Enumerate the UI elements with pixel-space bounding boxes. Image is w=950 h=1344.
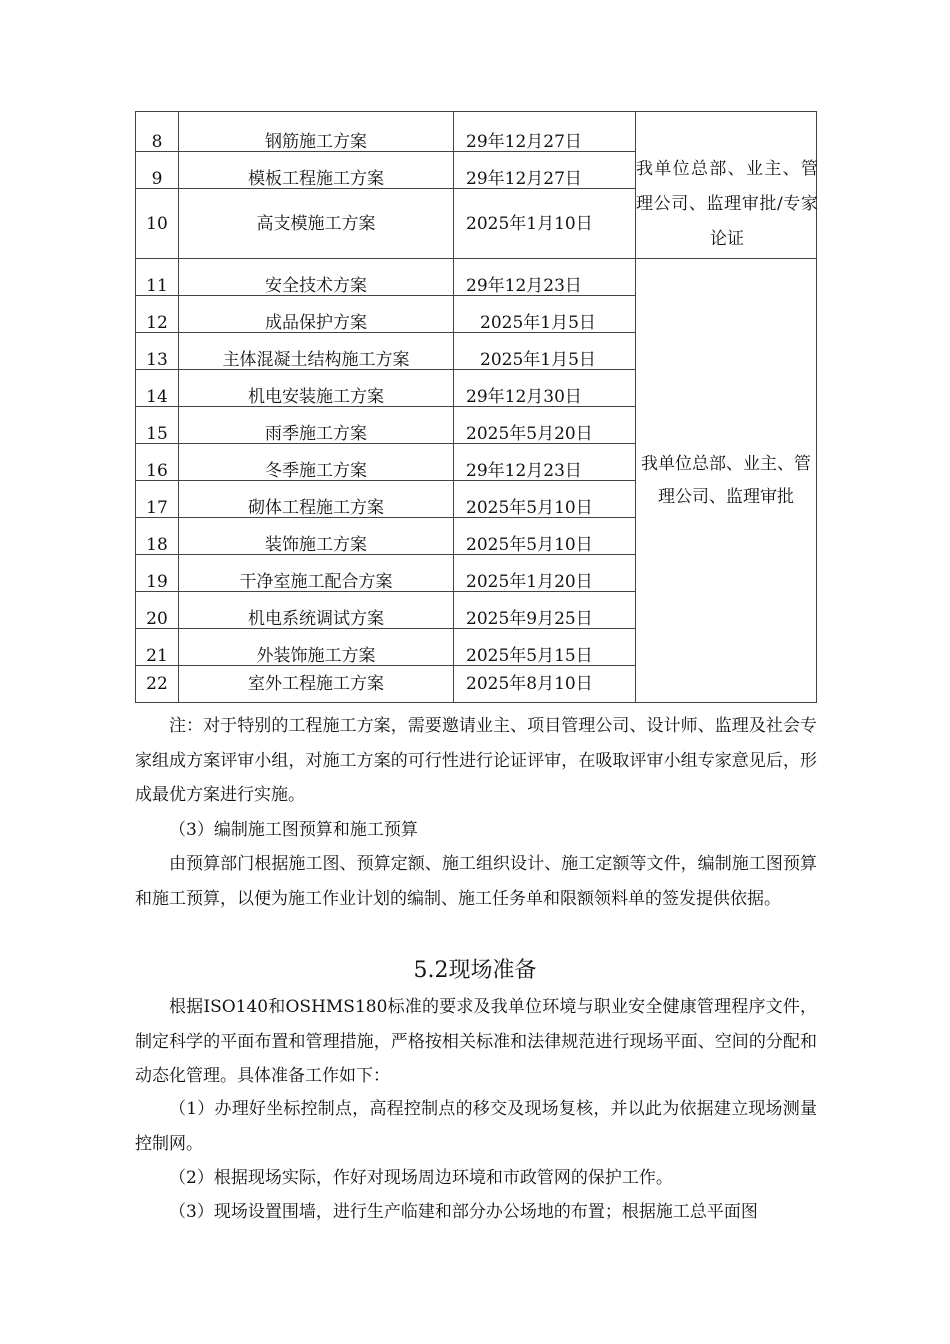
plan-name: 模板工程施工方案 (179, 152, 454, 189)
approval-cell-expert (636, 112, 817, 259)
plan-date: 2025年5月10日 (454, 518, 636, 555)
row-number: 12 (136, 296, 179, 333)
approval-text: 我单位总部、业主、管理公司、监理审批 (641, 453, 811, 507)
row-number: 14 (136, 370, 179, 407)
row-number: 20 (136, 592, 179, 629)
plan-name: 室外工程施工方案 (179, 666, 454, 703)
plan-name: 成品保护方案 (179, 296, 454, 333)
row-number: 18 (136, 518, 179, 555)
prep-item: （1）办理好坐标控制点，高程控制点的移交及现场复核，并以此为依据建立现场测量控制网。 (135, 1099, 817, 1154)
plan-date: 2025年9月25日 (454, 592, 636, 629)
plan-date: 29年12月23日 (454, 444, 636, 481)
plan-name: 机电系统调试方案 (179, 592, 454, 629)
prep-item: （3）现场设置围墙，进行生产临建和部分办公场地的布置；根据施工总平面图 (169, 1202, 758, 1222)
row-number: 9 (136, 152, 179, 189)
item3-body: 由预算部门根据施工图、预算定额、施工组织设计、施工定额等文件，编制施工图预算和施工预算，以便为施工作业计划的编制、施工任务单和限额领料单的签发提供依据。 (135, 854, 817, 909)
row-number: 16 (136, 444, 179, 481)
row-number: 22 (136, 666, 179, 703)
row-number: 10 (136, 189, 179, 259)
plan-date: 2025年5月15日 (454, 629, 636, 666)
row-number: 13 (136, 333, 179, 370)
plan-name: 砌体工程施工方案 (179, 481, 454, 518)
section-heading: 5.2现场准备 (413, 958, 537, 983)
note-paragraph: 注：对于特别的工程施工方案，需要邀请业主、项目管理公司、设计师、监理及社会专家组成方案评审小组，对施工方案的可行性进行论证评审，在吸取评审小组专家意见后，形成最优方案进行实施。 (135, 716, 817, 805)
row-number: 21 (136, 629, 179, 666)
approval-text: 我单位总部、业主、管理公司、监理审批/专家论证 (636, 158, 818, 249)
plan-name: 装饰施工方案 (179, 518, 454, 555)
plan-name: 干净室施工配合方案 (179, 555, 454, 592)
plan-date: 29年12月27日 (454, 112, 636, 152)
item3-title: （3）编制施工图预算和施工预算 (169, 820, 418, 840)
plan-date: 2025年5月20日 (454, 407, 636, 444)
approval-cell (636, 259, 817, 703)
row-number: 19 (136, 555, 179, 592)
plan-date: 29年12月23日 (454, 259, 636, 296)
plan-date: 29年12月30日 (454, 370, 636, 407)
plan-name: 高支模施工方案 (179, 189, 454, 259)
plan-name: 主体混凝土结构施工方案 (179, 333, 454, 370)
prep-item: （2）根据现场实际，作好对现场周边环境和市政管网的保护工作。 (169, 1168, 673, 1188)
plan-name: 安全技术方案 (179, 259, 454, 296)
plan-date: 2025年1月5日 (454, 296, 636, 333)
plan-date: 2025年8月10日 (454, 666, 636, 703)
plan-date: 2025年1月20日 (454, 555, 636, 592)
plan-name: 机电安装施工方案 (179, 370, 454, 407)
plan-name: 冬季施工方案 (179, 444, 454, 481)
plan-date: 2025年5月10日 (454, 481, 636, 518)
table-row (136, 259, 817, 296)
plan-name: 雨季施工方案 (179, 407, 454, 444)
plan-name: 外装饰施工方案 (179, 629, 454, 666)
row-number: 8 (136, 112, 179, 152)
row-number: 15 (136, 407, 179, 444)
plan-date: 29年12月27日 (454, 152, 636, 189)
section-intro: 根据ISO140和OSHMS180标准的要求及我单位环境与职业安全健康管理程序文件，制定科学的平面布置和管理措施，严格按相关标准和法律规范进行现场平面、空间的分配和动态化管理。具体准备工作如下： (135, 997, 817, 1086)
row-number: 11 (136, 259, 179, 296)
construction-plan-table (135, 111, 817, 703)
plan-date: 2025年1月10日 (454, 189, 636, 259)
table-row (136, 112, 817, 152)
plan-name: 钢筋施工方案 (179, 112, 454, 152)
row-number: 17 (136, 481, 179, 518)
plan-date: 2025年1月5日 (454, 333, 636, 370)
